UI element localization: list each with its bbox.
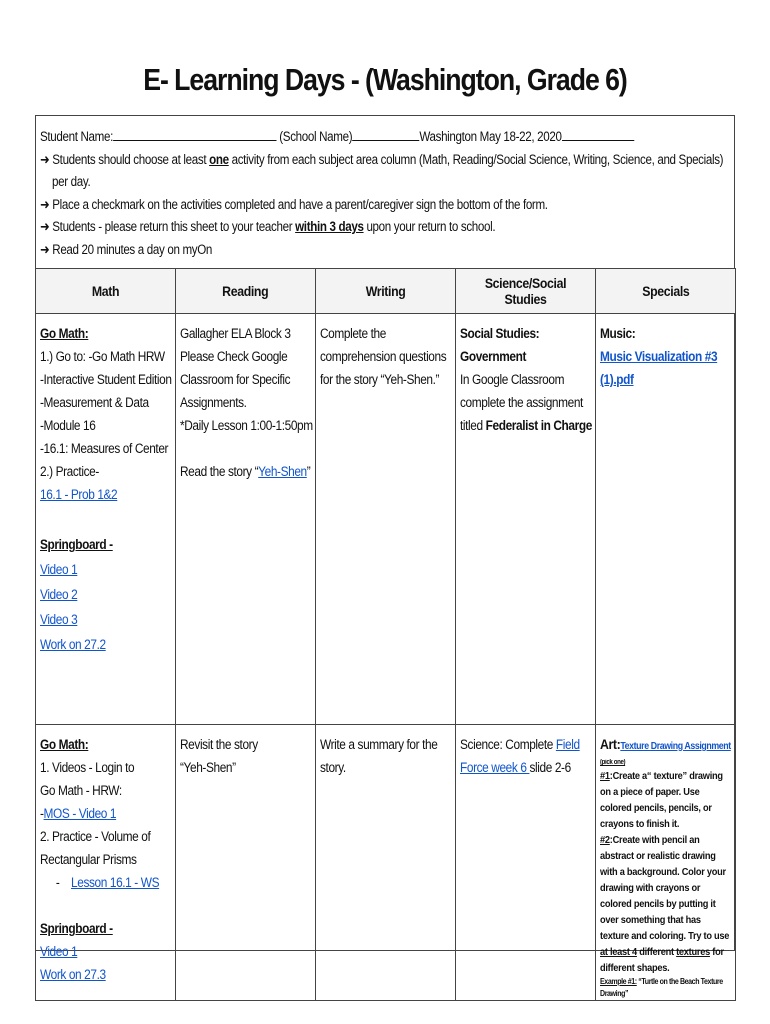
video-link[interactable]: Video 3 [40, 612, 78, 627]
bullet-text: Read 20 minutes a day on myOn [52, 241, 213, 257]
cell-line: complete the assignment [460, 395, 583, 410]
reading-cell [176, 725, 316, 1001]
student-info-line [40, 126, 659, 149]
cell-heading: Go Math: [40, 737, 89, 752]
bullet-text: upon your return to school. [363, 219, 496, 234]
field-force-link[interactable]: Force week 6 [460, 760, 530, 775]
lesson-link[interactable]: Lesson 16.1 - WS [71, 875, 160, 890]
column-header-writing: Writing [316, 269, 456, 314]
option-label: #1 [600, 770, 610, 782]
work-link[interactable]: Work on 27.2 [40, 637, 106, 652]
cell-line: slide 2-6 [529, 760, 571, 775]
music-link[interactable]: (1).pdf [600, 372, 634, 387]
pick-one-note: (pick one) [600, 759, 626, 766]
arrow-icon: ➜ [40, 151, 50, 167]
column-header-reading: Reading [176, 269, 316, 314]
cell-line: 1. Videos - Login to [40, 760, 135, 775]
header-row [36, 269, 736, 314]
arrow-icon: ➜ [40, 241, 50, 257]
cell-line: Rectangular Prisms [40, 852, 137, 867]
date-blank[interactable] [562, 127, 634, 141]
bullet-return [40, 216, 659, 239]
cell-line: 1.) Go to: -Go Math HRW [40, 349, 165, 364]
cell-line: Write a summary for the [320, 737, 438, 752]
bullet-text: Students - please return this sheet to your teacher [52, 219, 296, 234]
bullet-text: Students should choose at least [52, 151, 210, 167]
story-link[interactable]: Yeh-Shen [258, 464, 307, 479]
page-title: E- Learning Days - (Washington, Grade 6) [143, 62, 627, 97]
school-name-blank[interactable] [352, 127, 419, 141]
springboard-heading: Springboard - [40, 537, 113, 552]
cell-line: story. [320, 760, 346, 775]
cell-line: Assignments. [180, 395, 247, 410]
cell-line: -Interactive Student Edition [40, 372, 172, 387]
table-row [36, 725, 736, 1001]
cell-line: titled [460, 418, 486, 433]
student-name-blank[interactable] [113, 127, 276, 141]
example-label: Example #1: [600, 977, 637, 986]
bullet-choose-cont: per day. [52, 174, 91, 189]
option-2 [600, 832, 730, 976]
cell-line: Revisit the story [180, 737, 258, 752]
cell-heading: Music: [600, 326, 636, 341]
specials-cell [596, 725, 736, 1001]
option-text: :Create with pencil an abstract or realistic drawing with a background. Color your drawing with crayons or colored pencils by putting it over something that has texture and coloring. Try to use [600, 834, 730, 942]
field-force-link[interactable]: Field [555, 737, 580, 752]
cell-line: 2. Practice - Volume of [40, 829, 151, 844]
cell-line: Please Check Google [180, 349, 288, 364]
writing-cell [316, 725, 456, 1001]
option-label: #2 [600, 834, 610, 846]
specials-cell [596, 314, 736, 725]
cell-line: Go Math - HRW: [40, 783, 122, 798]
reading-cell [176, 314, 316, 725]
table-row [36, 314, 736, 725]
cell-line: for the story “Yeh-Shen.” [320, 372, 440, 387]
bullet-emphasis: one [209, 151, 229, 167]
cell-line: Read the story “ [180, 464, 259, 479]
writing-cell [316, 314, 456, 725]
cell-line: -Measurement & Data [40, 395, 149, 410]
bullet-checkmark [40, 194, 659, 217]
cell-heading: Go Math: [40, 326, 89, 341]
option-text: :Create a“ texture” drawing on a piece of paper. Use colored pencils, pencils, or crayons to finish it. [600, 770, 723, 830]
science-cell [456, 314, 596, 725]
instructions-block [40, 126, 760, 261]
cell-line: Gallagher ELA Block 3 [180, 326, 291, 341]
cell-line: -Module 16 [40, 418, 96, 433]
cell-line: - [55, 875, 60, 890]
school-date: Washington May 18-22, 2020 [419, 129, 562, 144]
math-cell [36, 314, 176, 725]
column-header-specials: Specials [596, 269, 736, 314]
bullet-text: activity from each subject area column (Math, Reading/Social Science, Writing, Science, and Specials) [228, 151, 724, 167]
science-cell [456, 725, 596, 1001]
cell-line: In Google Classroom [460, 372, 565, 387]
cell-heading: Art: [600, 736, 621, 752]
video-link[interactable]: Video 1 [40, 562, 78, 577]
music-link[interactable]: Music Visualization #3 [600, 349, 718, 364]
springboard-heading: Springboard - [40, 921, 113, 936]
bullet-choose [40, 149, 724, 172]
cell-line: “Yeh-Shen” [180, 760, 236, 775]
practice-link[interactable]: 16.1 - Prob 1&2 [40, 487, 118, 502]
school-name-label: (School Name) [279, 129, 353, 144]
cell-line: Complete the [320, 326, 386, 341]
column-header-math: Math [36, 269, 176, 314]
video-link[interactable]: Video 2 [40, 587, 78, 602]
column-header-science: Science/Social Studies [456, 269, 596, 314]
activity-table [35, 268, 736, 1001]
bullet-text: Place a checkmark on the activities completed and have a parent/caregiver sign the bottom of the form. [52, 196, 548, 212]
cell-line: ” [306, 464, 311, 479]
work-link[interactable]: Work on 27.3 [40, 967, 106, 982]
option-emphasis: textures [676, 946, 710, 958]
bullet-emphasis: within 3 days [295, 219, 364, 234]
cell-line: Classroom for Specific [180, 372, 291, 387]
video-link[interactable]: MOS - Video 1 [43, 806, 117, 821]
cell-heading: Social Studies: [460, 326, 540, 341]
option-1 [600, 768, 730, 832]
cell-line: *Daily Lesson 1:00-1:50pm [180, 418, 313, 433]
option-text: for different shapes. [600, 946, 724, 974]
cell-line: - [40, 806, 44, 821]
example-text: “Turtle on the Beach Texture Drawing” [600, 977, 723, 998]
example-note [600, 976, 730, 1000]
option-text: different [636, 946, 677, 958]
assignment-title: Federalist in Charge [485, 418, 592, 433]
cell-line: 2.) Practice- [40, 464, 99, 479]
math-cell [36, 725, 176, 1001]
video-link[interactable]: Video 1 [40, 944, 78, 959]
cell-subheading: Government [460, 349, 527, 364]
option-emphasis: at least 4 [600, 946, 637, 958]
art-assignment-link[interactable]: Texture Drawing Assignment [620, 741, 731, 752]
arrow-icon: ➜ [40, 219, 50, 234]
cell-line: comprehension questions [320, 349, 447, 364]
student-name-label: Student Name: [40, 129, 113, 144]
cell-line: -16.1: Measures of Center [40, 441, 169, 456]
bullet-read [40, 239, 659, 262]
cell-line: Science: Complete [460, 737, 556, 752]
arrow-icon: ➜ [40, 196, 50, 212]
